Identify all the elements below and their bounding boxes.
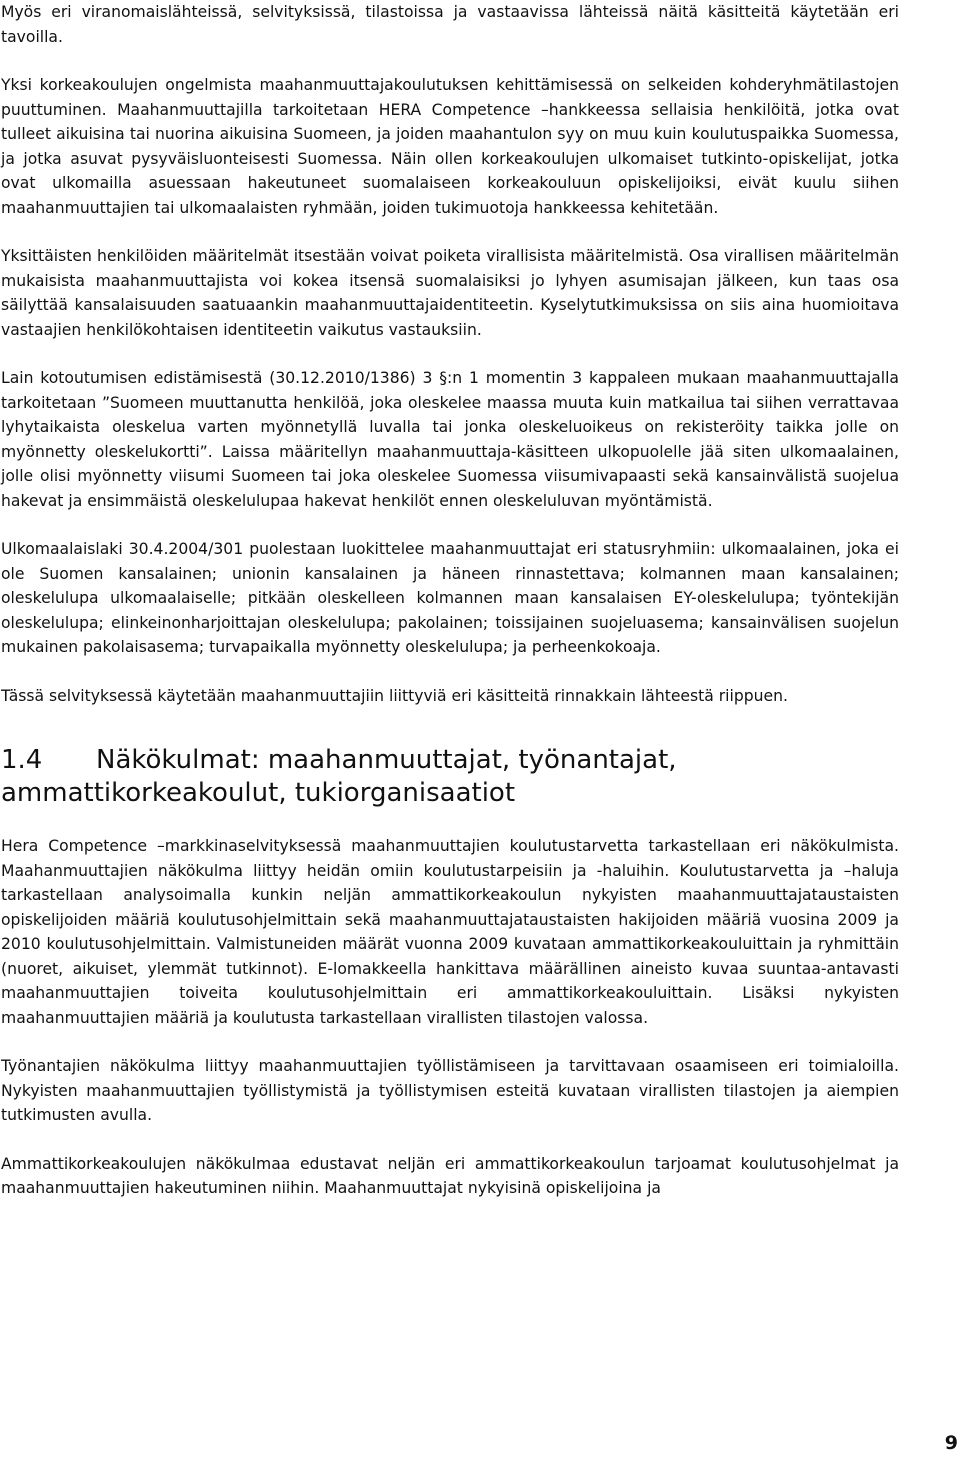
section-heading-continued [1,777,899,810]
section-title [96,744,677,777]
paragraph-universities: Ammattikorkeakoulujen näkökulmaa edustavat neljän eri ammattikorkeakoulun tarjoamat koulutusohjelmat ja maahanmuuttajien hakeutuminen niihin. Maahanmuuttajat nykyisinä opiskelijoina ja [1,1154,899,1197]
page-number: 9 [944,1432,958,1454]
paragraph-terms-usage: Myös eri viranomaislähteissä, selvityksissä, tilastoissa ja vastaavissa lähteissä näitä käsitteitä käytetään eri tavoilla. [1,3,899,46]
paragraph-integration-law: Lain kotoutumisen edistämisestä (30.12.2010/1386) 3 §:n 1 momentin 3 kappaleen mukaan maahanmuuttajalla tarkoitetaan ”Suomeen muuttanutta henkilöä, joka oleskelee maassa muuta kuin matkailua tai siihen verrattavaa lyhytaikaista oleskelua varten myönnetyllä luvalla tai jonka oleskeluoikeus on rekisteröity taikka jolle on myönnetty oleskelukortti”. Laissa määritellyn maahanmuuttaja-käsitteen ulkopuolelle jää siten ulkomaalainen, jolle olisi myönnetty viisumi Suomeen tai joka oleskelee Suomessa viisumivapaasti sekä kansainvälistä suojelua hakevat ja ensimmäistä oleskelulupaa hakevat henkilöt ennen oleskeluluvan myöntämistä. [1,369,899,510]
page-content [1,0,899,1201]
paragraph-individual-definitions: Yksittäisten henkilöiden määritelmät itsestään voivat poiketa virallisista määritelmistä. Osa virallisen määritelmän mukaisista maahanmuuttajista voi kokea itsensä suomalaisiksi jo lyhyen asumisajan jälkeen, kun taas osa säilyttää kansalaisuuden saatuaankin maahanmuuttajaidentiteetin. Kyselytutkimuksissa on siis aina huomioitava vastaajien henkilökohtaisen identiteetin vaikutus vastauksiin. [1,247,899,339]
paragraph-perspectives: Hera Competence –markkinaselvityksessä maahanmuuttajien koulutustarvetta tarkastellaan eri näkökulmista. Maahanmuuttajien näkökulma liittyy heidän omiin koulutustarpeisiin ja -haluihin. Koulutustarvetta ja –haluja tarkastellaan analysoimalla kunkin neljän ammattikorkeakoulun nykyisten maahanmuuttajataustaisten opiskelijoiden määriä koulutusohjelmittain sekä maahanmuuttajataustaisten hakijoiden määriä vuosina 2009 ja 2010 koulutusohjelmittain. Valmistuneiden määrät vuonna 2009 kuvataan ammattikorkeakouluittain ja ryhmittäin (nuoret, aikuiset, ylemmät tutkinnot). E-lomakkeella hankittava määrällinen aineisto kuvaa suuntaa-antavasti maahanmuuttajien toiveita koulutusohjelmittain eri ammattikorkeakouluittain. Lisäksi nykyisten maahanmuuttajien määriä ja koulutusta tarkastellaan virallisten tilastojen valossa. [1,837,899,1027]
section-title-line-1: Näkökulmat: maahanmuuttajat, työnantajat, [96,745,677,775]
paragraph-aliens-act: Ulkomaalaislaki 30.4.2004/301 puolestaan luokittelee maahanmuuttajat eri statusryhmiin: ulkomaalainen, joka ei ole Suomen kansalainen; unionin kansalainen ja häneen rinnastettava; kolmannen maan kansalainen; oleskelulupa ulkomaalaiselle; pitkään oleskelleen kolmannen maan kansalaisen EY-oleskelulupa; työntekijän oleskelulupa; elinkeinonharjoittajan oleskelulupa; pakolainen; toissijainen suojeluasema; kansainvälisen suojelun mukainen pakolaisasema; turvapaikalla myönnetty oleskelulupa; ja perheenkokoaja. [1,540,899,656]
section-number: 1.4 [1,745,43,775]
paragraph-concepts-used: Tässä selvityksessä käytetään maahanmuuttajiin liittyviä eri käsitteitä rinnakkain lähteestä riippuen. [1,686,788,705]
section-title-line-2: ammattikorkeakoulut, tukiorganisaatiot [1,778,516,808]
section-heading [1,744,899,777]
paragraph-target-groups: Yksi korkeakoulujen ongelmista maahanmuuttajakoulutuksen kehittämisessä on selkeiden kohderyhmätilastojen puuttuminen. Maahanmuuttajilla tarkoitetaan HERA Competence –hankkeessa sellaisia henkilöitä, jotka ovat tulleet aikuisina tai nuorina aikuisina Suomeen, ja joiden maahantulon syy on muu kuin koulutuspaikka Suomessa, ja jotka asuvat pysyväisluonteisesti Suomessa. Näin ollen korkeakoulujen ulkomaiset tutkinto-opiskelijat, jotka ovat ulkomailla asuessaan hakeutuneet suomalaiseen korkeakouluun opiskelijoiksi, eivät kuulu siihen maahanmuuttajien tai ulkomaalaisten ryhmään, joiden tukimuotoja hankkeessa kehitetään. [1,76,899,217]
paragraph-employers: Työnantajien näkökulma liittyy maahanmuuttajien työllistämiseen ja tarvittavaan osaamiseen eri toimialoilla. Nykyisten maahanmuuttajien työllistymistä ja työllistymisen esteitä kuvataan virallisten tilastojen ja aiempien tutkimusten avulla. [1,1057,899,1124]
